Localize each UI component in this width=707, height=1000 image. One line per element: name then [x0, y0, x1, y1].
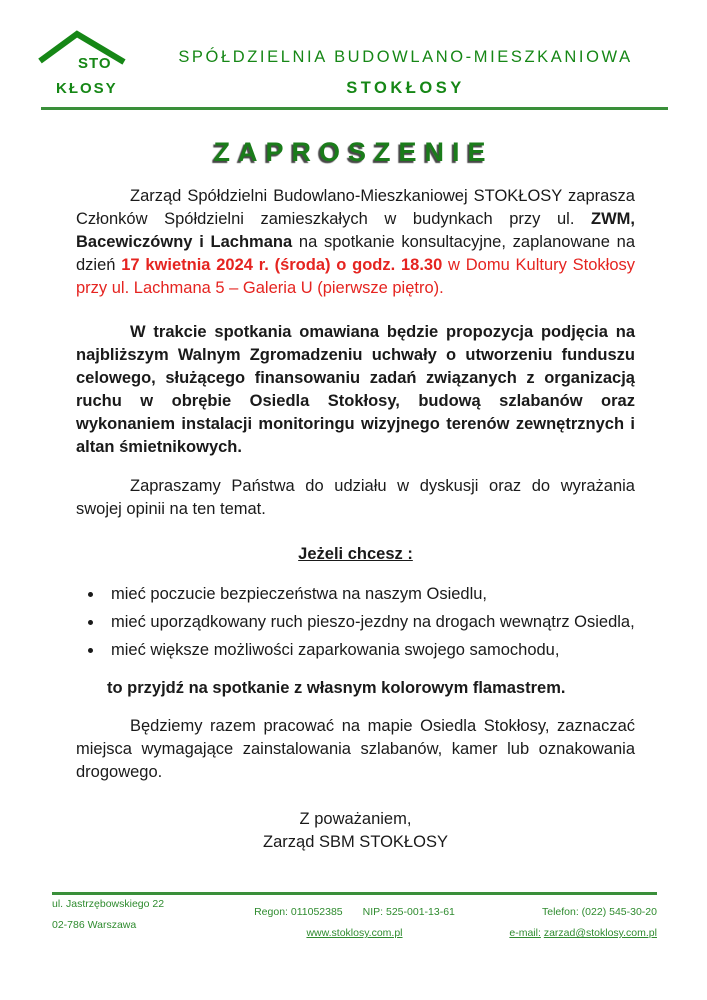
document-title: ZAPROSZENIE — [213, 137, 494, 167]
org-name-line2: STOKŁOSY — [346, 79, 465, 97]
website-link[interactable]: www.stoklosy.com.pl — [306, 927, 403, 939]
p1-text-normal2: na spotkanie konsultacyjne, zaplanowane na dzień — [76, 233, 636, 274]
footer-street: ul. Jastrzębowskiego 22 — [52, 898, 165, 910]
paragraph-map-work: Będziemy razem pracować na mapie Osiedla Stokłosy, zaznaczać miejsca wymagające zainstalowania szlabanów, kamer lub oznakowania drogowego. — [76, 717, 635, 781]
footer-contact — [467, 895, 657, 939]
p1-streets-bold: ZWM, Bacewiczówny i Lachmana — [76, 210, 635, 251]
footer-nip: NIP: 525-001-13-61 — [362, 906, 455, 918]
letter-body — [0, 185, 707, 854]
p1-date-highlight: 17 kwietnia 2024 r. (środa) o godz. 18.30 — [121, 256, 443, 274]
paragraph-invitation — [76, 185, 635, 300]
list-heading-text: Jeżeli chcesz : — [298, 545, 413, 563]
p1-location-red: w Domu Kultury Stokłosy przy ul. Lachmana 5 – Galeria U (pierwsze piętro). — [76, 256, 635, 297]
p1-text-normal: Zarząd Spółdzielni Budowlano-Mieszkaniowej STOKŁOSY zaprasza Członków Spółdzielni zamieszkałych w budynkach przy ul. — [76, 187, 635, 228]
footer-phone: Telefon: (022) 545-30-20 — [541, 906, 657, 918]
list-heading — [76, 543, 635, 566]
footer-address — [52, 895, 242, 939]
letter-footer — [52, 892, 657, 939]
org-name-line1: SPÓŁDZIELNIA BUDOWLANO-MIESZKANIOWA — [178, 48, 633, 66]
list-item: • mieć większe możliwości zaparkowania swojego samochodu, — [104, 639, 635, 662]
call-to-action: to przyjdź na spotkanie z własnym kolorowym flamastrem. — [107, 679, 566, 697]
list-item: • mieć poczucie bezpieczeństwa na naszym Osiedlu, — [104, 583, 635, 606]
benefits-list — [76, 583, 635, 662]
paragraph-agenda: W trakcie spotkania omawiana będzie propozycja podjęcia na najbliższym Walnym Zgromadzeniu uchwały o utworzeniu funduszu celowego, służącego finansowaniu zadań związanych z organizacją ruchu w obrębie Osiedla Stokłosy, budową szlabanów oraz wykonaniem instalacji monitoringu wizyjnego terenów zewnętrznych i altan śmietnikowych. — [76, 323, 635, 456]
cooperative-logo — [36, 28, 144, 98]
list-item: • mieć uporządkowany ruch pieszo-jezdny na drogach wewnątrz Osiedla, — [104, 611, 635, 634]
paragraph-invite-discussion: Zapraszamy Państwa do udziału w dyskusji oraz do wyrażania swojej opinii na ten temat. — [76, 477, 635, 518]
closing-signature: Zarząd SBM STOKŁOSY — [263, 833, 448, 851]
signature-block — [76, 808, 635, 854]
footer-regon: Regon: 011052385 — [254, 906, 343, 918]
letterhead — [0, 0, 707, 98]
footer-city: 02-786 Warszawa — [52, 919, 137, 931]
footer-registry — [254, 895, 455, 939]
email-label: e-mail: — [509, 927, 541, 939]
logo-text-top: STO — [78, 55, 112, 72]
header-divider — [41, 107, 668, 110]
closing-salutation: Z poważaniem, — [299, 810, 412, 828]
organization-name — [144, 28, 667, 98]
logo-text-bottom: KŁOSY — [56, 80, 118, 97]
email-link[interactable]: zarzad@stoklosy.com.pl — [543, 927, 657, 939]
